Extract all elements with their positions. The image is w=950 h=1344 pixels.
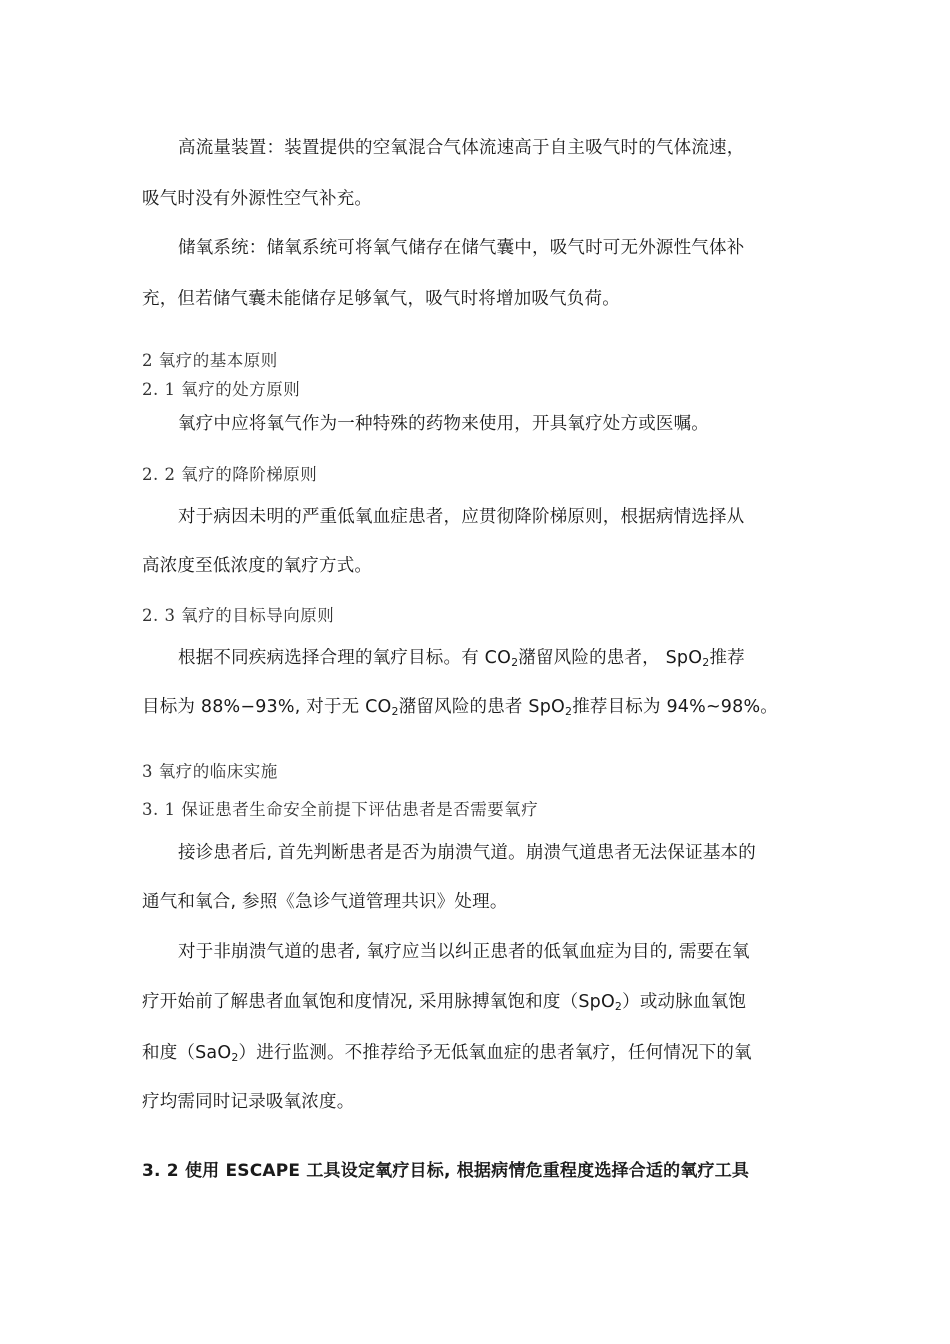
paragraph-2-1: 氧疗中应将氧气作为一种特殊的药物来使用，开具氧疗处方或医嘱。	[178, 414, 709, 434]
paragraph-high-flow-line2: 吸气时没有外源性空气补充。	[142, 189, 373, 209]
paragraph-2-3-line1: 根据不同疾病选择合理的氧疗目标。有 $CO_2$潴留风险的患者， SpO$_2$推荐	[178, 648, 745, 669]
heading-section-2: 2 氧疗的基本原则	[142, 351, 278, 370]
paragraph-high-flow-line1: 高流量装置：装置提供的空氧混合气体流速高于自主吸气时的气体流速，	[178, 138, 745, 158]
heading-section-3: 3 氧疗的临床实施	[142, 762, 278, 781]
heading-section-2-2: 2. 2 氧疗的降阶梯原则	[142, 465, 318, 484]
paragraph-2-2-line1: 对于病因未明的严重低氧血症患者，应贯彻降阶梯原则，根据病情选择从	[178, 507, 745, 527]
paragraph-3-1-line2: 通气和氧合, 参照《急诊气道管理共识》处理。	[142, 892, 508, 912]
paragraph-3-1-line3: 对于非崩溃气道的患者, 氧疗应当以纠正患者的低氧血症为目的, 需要在氧	[178, 942, 750, 962]
paragraph-2-2-line2: 高浓度至低浓度的氧疗方式。	[142, 556, 373, 576]
paragraph-3-1-line1: 接诊患者后, 首先判断患者是否为崩溃气道。崩溃气道患者无法保证基本的	[178, 843, 756, 863]
paragraph-reservoir-line2: 充，但若储气囊未能储存足够氧气，吸气时将增加吸气负荷。	[142, 289, 620, 309]
heading-section-2-3: 2. 3 氧疗的目标导向原则	[142, 606, 335, 625]
heading-section-3-1: 3. 1 保证患者生命安全前提下评估患者是否需要氧疗	[142, 800, 539, 819]
paragraph-3-1-line5: 和度（SaO$_2$）进行监测。不推荐给予无低氧血症的患者氧疗，任何情况下的氧	[142, 1043, 752, 1064]
paragraph-2-3-line2: 目标为 88%−93%, 对于无 $CO_2$潴留风险的患者 SpO$_2$推荐目标为 94%~98%。	[142, 697, 779, 718]
heading-section-2-1: 2. 1 氧疗的处方原则	[142, 380, 301, 399]
heading-section-3-2: 3. 2 使用 ESCAPE 工具设定氧疗目标, 根据病情危重程度选择合适的氧疗工具	[142, 1161, 750, 1181]
paragraph-3-1-line4: 疗开始前了解患者血氧饱和度情况, 采用脉搏氧饱和度（SpO$_2$）或动脉血氧饱	[142, 992, 747, 1013]
paragraph-3-1-line6: 疗均需同时记录吸氧浓度。	[142, 1092, 355, 1112]
paragraph-reservoir-line1: 储氧系统：储氧系统可将氧气储存在储气囊中，吸气时可无外源性气体补	[178, 238, 745, 258]
